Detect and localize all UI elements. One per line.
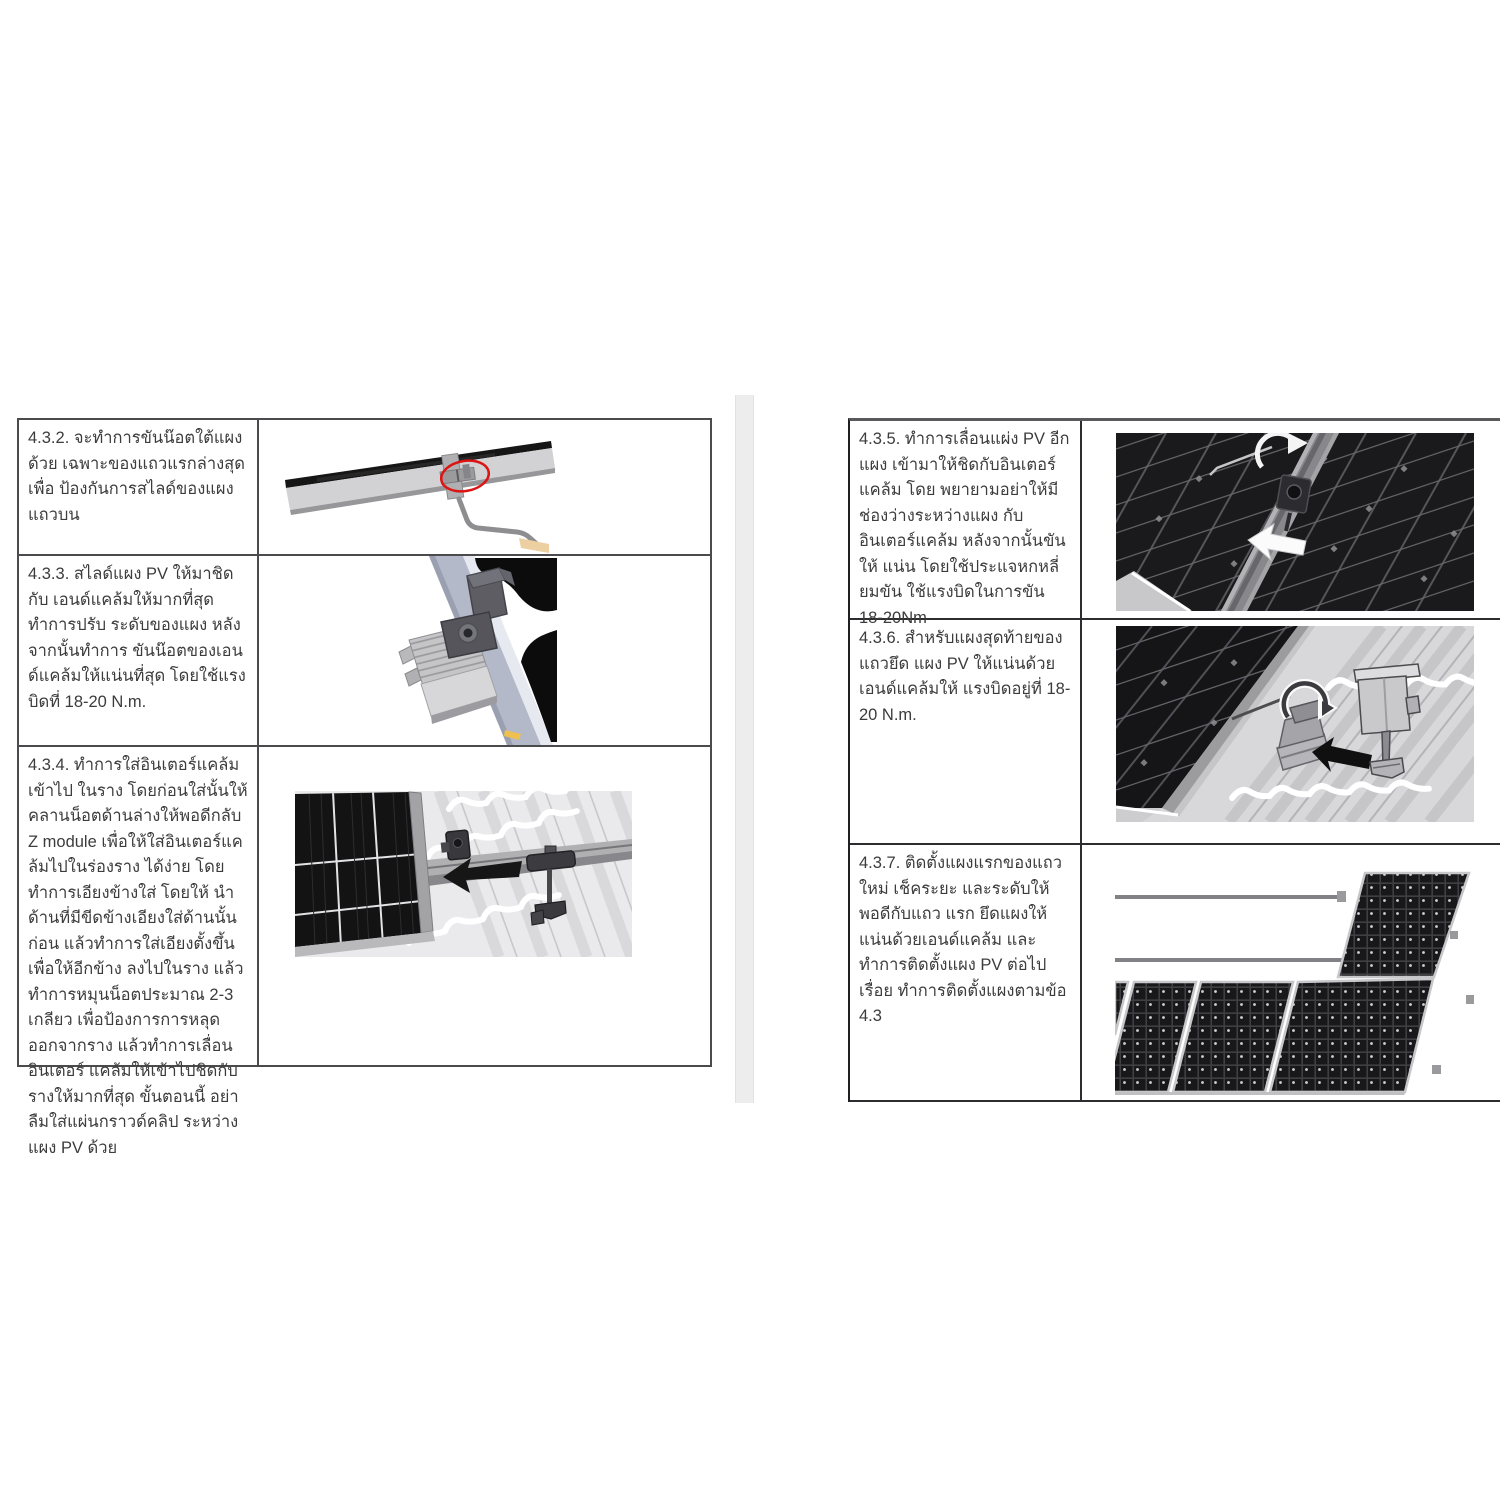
figure-cell-4-3-5 <box>1082 421 1500 618</box>
right-page-instruction-table <box>848 418 1500 1102</box>
figure-rail-nut-red-circle <box>259 420 708 554</box>
pv-panels-photo <box>1116 433 1474 611</box>
figure-cell-4-3-2 <box>259 420 710 554</box>
figure-end-clamp-closeup <box>259 556 708 745</box>
figure-last-panel-end-clamp <box>1082 620 1498 843</box>
page-gap-divider <box>735 395 754 1103</box>
instruction-row-4-3-3 <box>19 556 710 747</box>
figure-cell-4-3-7 <box>1082 845 1500 1100</box>
instruction-row-4-3-2 <box>19 420 710 556</box>
instruction-row-4-3-6 <box>850 620 1500 845</box>
figure-cell-4-3-6 <box>1082 620 1500 843</box>
instruction-row-4-3-7 <box>850 845 1500 1102</box>
instruction-text-4-3-4: 4.3.4. ทำการใส่อินเตอร์แคล้มเข้าไป ในราง โดยก่อนใส่นั้นให้คลานน็อตด้านล่างให้พอดีกลับ Z module เพื่อให้ใส่อินเตอร์แคล้มไปในร่องราง ได้ง่าย โดยทำการเอียงข้างใส่ โดยให้ นำด้านที่มีขีดข้างเอียงใส่ด้านนั้นก่อน แล้วทำการใส่เอียงตั้งขึ้นเพื่อให้อีกข้าง ลงไปในราง แล้วทำการหมุนน็อตประมาณ 2-3 เกลียว เพื่อป้องการการหลุด ออกจากราง แล้วทำการเลื่อนอินเตอร์ แคล้มให้เข้าไปชิดกับรางให้มากที่สุด ขั้นตอนนี้ อย่าลืมใส่แผ่นกราวด์คลิป ระหว่างแผง PV ด้วย <box>19 747 259 1065</box>
figure-cell-4-3-4 <box>259 747 710 1065</box>
instruction-text-4-3-2: 4.3.2. จะทำการขันน๊อตใต้แผงด้วย เฉพาะของแถวแรกล่างสุด เพื่อ ป้องกันการสไลด์ของแผงแถวบน <box>19 420 259 554</box>
instruction-text-4-3-7: 4.3.7. ติดตั้งแผงแรกของแถวใหม่ เช็คระยะ และระดับให้พอดีกับแถว แรก ยึดแผงให้แน่นด้วยเอนด์แคล้ม และทำการติดตั้งแผง PV ต่อไปเรื่อย ทำการติดตั้งแผงตามข้อ 4.3 <box>850 845 1082 1100</box>
pv-panel-row <box>1106 979 1433 1092</box>
figure-inter-clamp-install <box>259 747 708 1065</box>
instruction-text-4-3-6: 4.3.6. สำหรับแผงสุดท้ายของแถวยึด แผง PV ให้แน่นด้วย เอนด์แคล้มให้ แรงบิดอยู่ที่ 18-20 N.m. <box>850 620 1082 843</box>
figure-panel-array-new-row <box>1082 845 1498 1100</box>
figure-cell-4-3-3 <box>259 556 710 745</box>
figure-slide-panel-to-inter-clamp <box>1082 421 1498 618</box>
left-page-instruction-table <box>17 418 712 1157</box>
instruction-row-4-3-4 <box>19 747 710 1157</box>
instruction-text-4-3-5: 4.3.5. ทำการเลื่อนแผ่ง PV อีกแผง เข้ามาให้ชิดกับอินเตอร์แคล้ม โดย พยายามอย่าให้มีช่องว่างระหว่างแผง กับอินเตอร์แคล้ม หลังจากนั้นขันให้ แน่น โดยใช้ประแจหกหลี่ยมขัน ใช้แรงบิดในการขัน 18-20Nm <box>850 421 1082 618</box>
instruction-row-4-3-5 <box>850 421 1500 627</box>
instruction-text-4-3-3: 4.3.3. สไลด์แผง PV ให้มาชิดกับ เอนด์แคล้มให้มากที่สุด ทำการปรับ ระดับของแผง หลังจากนั้นทำการ ขันน๊อตของเอนด์แคล้มให้แน่นที่สุด โดยใช้แรงบิดที่ 18-20 N.m. <box>19 556 259 745</box>
inter-clamp <box>1276 475 1311 514</box>
